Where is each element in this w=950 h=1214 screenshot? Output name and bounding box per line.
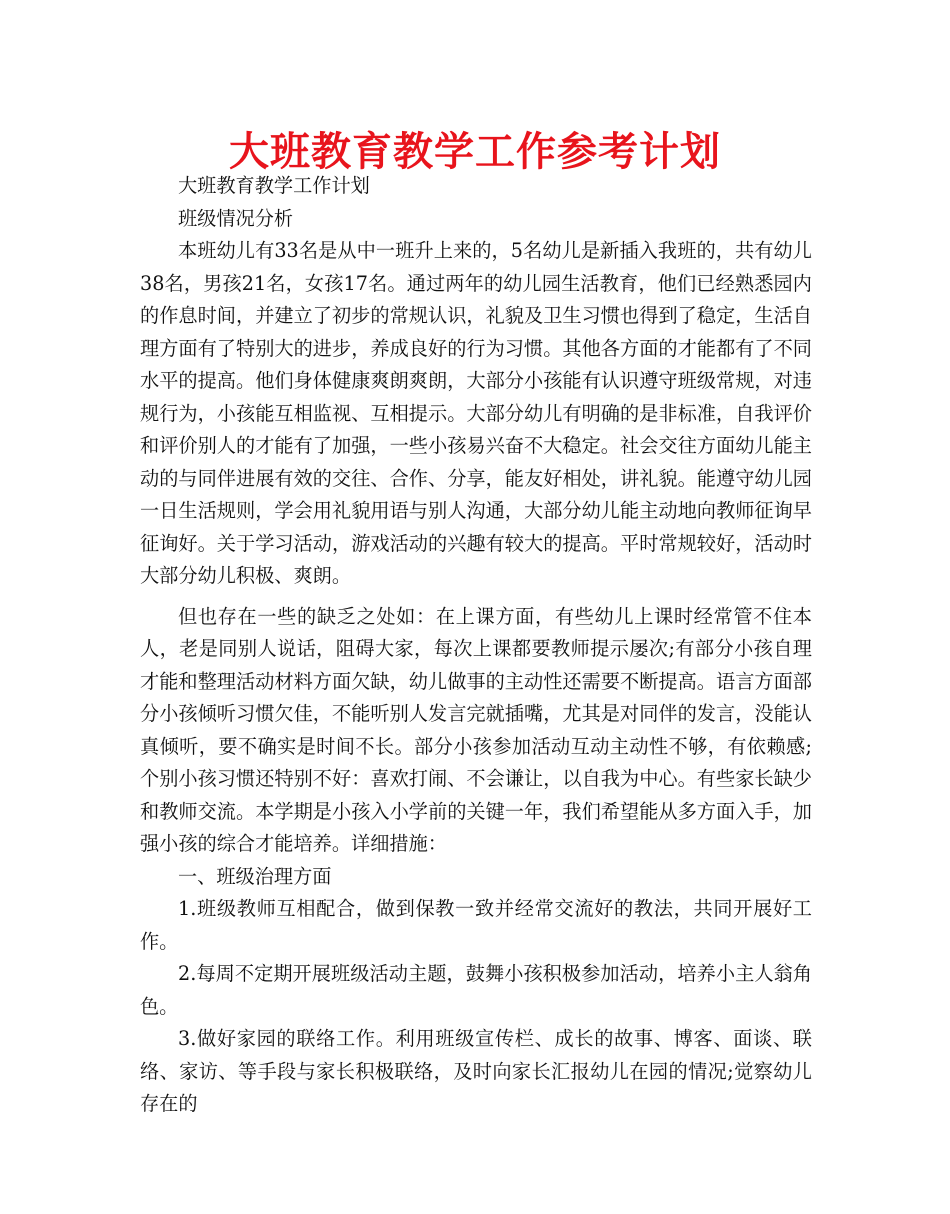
subtitle-paragraph: 大班教育教学工作计划 (178, 174, 370, 197)
section-heading-class-management: 一、班级治理方面 (178, 864, 332, 888)
list-item-1: 1.班级教师互相配合，做到保教一致并经常交流好的教法，共同开展好工作。 (140, 897, 812, 953)
document-body (140, 170, 812, 1121)
list-item-2: 2.每周不定期开展班级活动主题，鼓舞小孩积极参加活动，培养小主人翁角色。 (140, 962, 812, 1018)
list-item-3: 3.做好家园的联络工作。利用班级宣传栏、成长的故事、博客、面谈、联络、家访、等手段与家长积极联络，及时向家长汇报幼儿在园的情况;觉察幼儿存在的 (140, 1027, 812, 1115)
document-title: 大班教育教学工作参考计划 (229, 129, 721, 175)
body-paragraph-shortcomings: 但也存在一些的缺乏之处如：在上课方面，有些幼儿上课时经常管不住本人，老是同别人说话，阻碍大家，每次上课都要教师提示屡次;有部分小孩自理才能和整理活动材料方面欠缺，幼儿做事的主动性还需要不断提高。语言方面部分小孩倾听习惯欠佳，不能听别人发言完就插嘴，尤其是对同伴的发言，没能认真倾听，要不确实是时间不长。部分小孩参加活动互动主动性不够，有依赖感;个别小孩习惯还特别不好：喜欢打闹、不会谦让，以自我为中心。有些家长缺少和教师交流。本学期是小孩入小学前的关键一年，我们希望能从多方面入手，加强小孩的综合才能培养。详细措施： (140, 604, 812, 855)
body-paragraph-class-overview: 本班幼儿有33名是从中一班升上来的，5名幼儿是新插入我班的，共有幼儿38名，男孩21名，女孩17名。通过两年的幼儿园生活教育，他们已经熟悉园内的作息时间，并建立了初步的常规认识，礼貌及卫生习惯也得到了稳定，生活自理方面有了特别大的进步，养成良好的行为习惯。其他各方面的才能都有了不同水平的提高。他们身体健康爽朗爽朗，大部分小孩能有认识遵守班级常规，对违规行为，小孩能互相监视、互相提示。大部分幼儿有明确的是非标准，自我评价和评价别人的才能有了加强，一些小孩易兴奋不大稳定。社会交往方面幼儿能主动的与同伴进展有效的交往、合作、分享，能友好相处，讲礼貌。能遵守幼儿园一日生活规则，学会用礼貌用语与别人沟通，大部分幼儿能主动地向教师征询早征询好。关于学习活动，游戏活动的兴趣有较大的提高。平时常规较好，活动时大部分幼儿积极、爽朗。 (140, 239, 812, 587)
section-heading-class-analysis: 班级情况分析 (178, 206, 294, 230)
